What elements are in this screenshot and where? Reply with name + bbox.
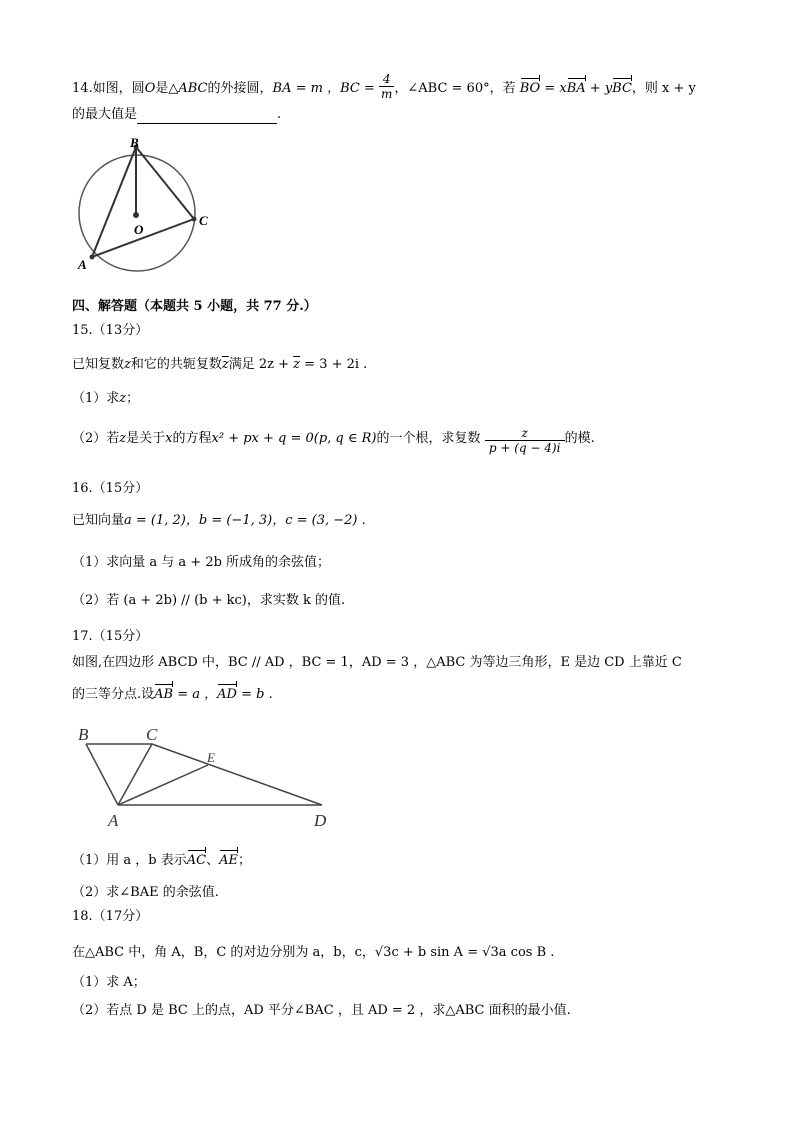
q17-head: 17.（15分） [72,629,149,644]
q15-part1: （1）求z； [72,391,140,406]
label-a: A [78,257,87,272]
q16-head: 16.（15分） [72,481,149,496]
q14-fraction: $\frac{4}{m}$ [380,72,393,101]
section-heading: 四、解答题（本题共 5 小题，共 77 分.） [72,299,317,314]
point-c [192,217,197,222]
q14-circle-figure [70,135,208,275]
label-c: C [199,213,208,228]
q18-stem: 在△ABC 中，角 A，B，C 的对边分别为 a，b，c，√3c + b sin A = √3a cos B . [72,945,555,960]
q16-part1: （1）求向量 a 与 a + 2b 所成角的余弦值； [72,555,331,570]
label-b: B [78,725,89,744]
point-a [90,255,95,260]
q17-stem-line1: 如图,在四边形 ABCD 中，BC // AD ，BC = 1，AD = 3 ，△ABC 为等边三角形，E 是边 CD 上靠近 C [72,655,682,670]
q15-head: 15.（13分） [72,323,149,338]
label-e: E [207,750,215,765]
q15-fraction: $\frac{z}{p + (q - 4)i}$ [485,426,565,455]
q18-head: 18.（17分） [72,909,149,924]
label-a: A [108,811,119,830]
segment-ba [92,147,136,257]
q17-part1: （1）用 a ，b 表示AC、AE； [72,853,252,868]
vector-bc: BC [612,81,632,96]
label-b: B [130,135,139,150]
label-o: O [134,222,144,237]
vector-ad: AD [217,687,237,702]
segment-ae [118,765,208,805]
vector-ac: AC [186,853,207,868]
vector-ab: AB [154,687,174,702]
q16-part2: （2）若 (a + 2b) // (b + kc)，求实数 k 的值. [72,593,346,608]
label-c: C [146,725,158,744]
segment-bc [136,147,194,219]
center-point [133,212,139,218]
vector-ae: AE [219,853,238,868]
q15-stem: 已知复数z和它的共轭复数$\overline{z}$满足 $2z + \overline{z} = 3 + 2i$ . [72,357,368,372]
q14-stem-line2: 的最大值是 . [72,107,282,122]
q14-stem-line1: 14.如图，圆O是△ABC的外接圆，BA = m ，BC = $\frac{4}{m}$ ，∠ABC = 60°，若 BO = xBA + yBC，则 x + y [72,72,696,101]
segment-cd [152,744,322,805]
q18-part2: （2）若点 D 是 BC 上的点，AD 平分∠BAC ，且 AD = 2 ，求△ABC 面积的最小值. [72,1003,571,1018]
segment-ac [118,744,152,805]
segment-ab [86,744,118,805]
answer-blank [137,123,277,124]
q17-part2: （2）求∠BAE 的余弦值. [72,885,219,900]
vector-bo: BO [519,81,541,96]
vector-ba: BA [566,81,586,96]
q17-stem-line2: 的三等分点.设AB = a ，AD = b . [72,687,273,702]
q17-quadrilateral-figure [72,722,347,834]
q15-part2: （2）若z是关于x的方程x² + px + q = 0(p, q ∈ R)的一个根，求复数 $\frac{z}{p + (q - 4)i}$ 的模. [72,426,595,455]
q18-part1: （1）求 A； [72,975,146,990]
label-d: D [314,811,327,830]
q16-stem: 已知向量a = (1, 2)，b = (−1, 3)，c = (3, −2) . [72,513,366,528]
